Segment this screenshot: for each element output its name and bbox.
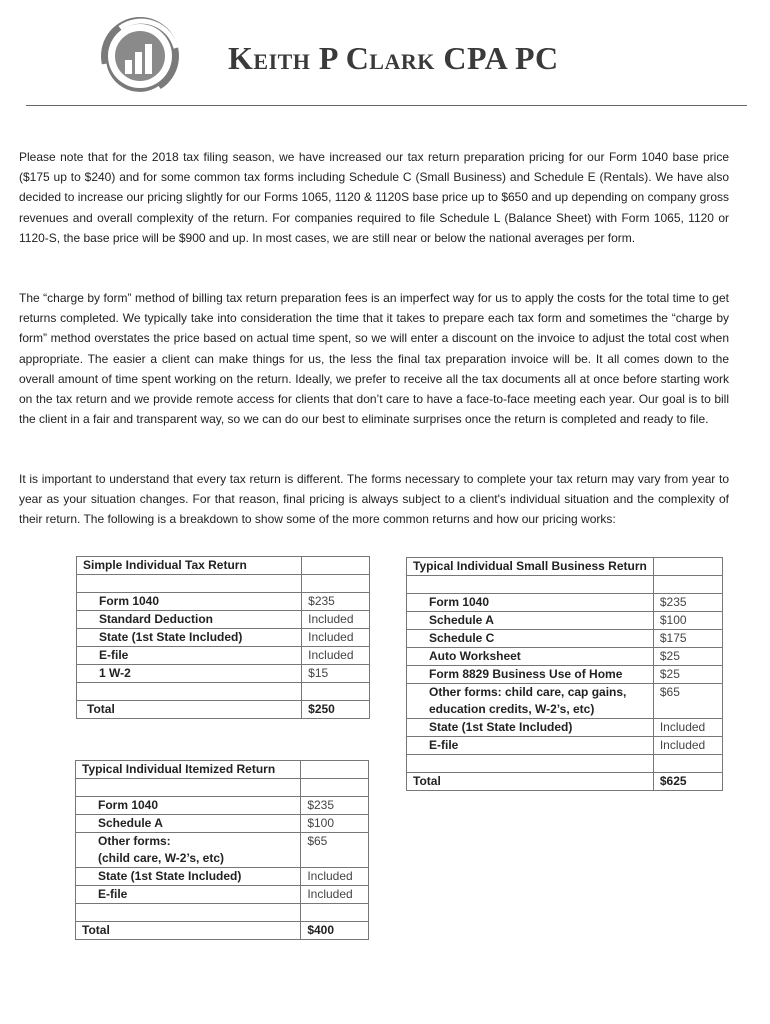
total-value: $625 (653, 773, 722, 791)
line-item-value: $65 (301, 833, 369, 868)
table-row (77, 557, 370, 575)
line-item-value: $235 (653, 594, 722, 612)
small-business-return-table (406, 557, 723, 791)
table-row (407, 558, 723, 576)
total-label: Total (76, 922, 301, 940)
line-item-value: $100 (653, 612, 722, 630)
line-item-label: Other forms: child care, cap gains, education credits, W-2’s, etc) (407, 684, 654, 719)
line-item-value: Included (301, 868, 369, 886)
line-item-label: State (1st State Included) (77, 629, 302, 647)
table-title: Typical Individual Small Business Return (407, 558, 654, 576)
table-row (407, 630, 723, 648)
table-row (76, 761, 369, 779)
table-row (77, 665, 370, 683)
line-item-value: $235 (302, 593, 370, 611)
pricing-paragraph-2: The “charge by form” method of billing tax return preparation fees is an imperfect way for us to apply the costs for the total time to get returns completed. We typically take into consideration the time that it takes to prepare each tax form and sometimes the “charge by form” method overstates the price based on actual time spent, so we will enter a discount on the invoice to adjust the total cost when appropriate. The easier a client can make things for us, the less the final tax preparation invoice will be. It all comes down to the overall amount of time spent working on the return. Ideally, we prefer to receive all the tax documents all at once before starting work on the tax return and we provide remote access for clients that don’t care to have a face-to-face meeting each year. Our goal is to bill the client in a fair and transparent way, so we can do our best to eliminate surprises once the return is completed and ready to file. (19, 291, 729, 427)
table-row (407, 719, 723, 737)
table-row (407, 594, 723, 612)
simple-return-table (76, 556, 370, 719)
line-item-value: Included (302, 611, 370, 629)
line-item-label: 1 W-2 (77, 665, 302, 683)
line-item-label: State (1st State Included) (407, 719, 654, 737)
table-row (76, 797, 369, 815)
table-row (76, 833, 369, 868)
line-item-value: $175 (653, 630, 722, 648)
table-row (407, 612, 723, 630)
line-item-label: E-file (77, 647, 302, 665)
line-item-label: Standard Deduction (77, 611, 302, 629)
line-item-label: Form 1040 (77, 593, 302, 611)
line-item-value: Included (653, 737, 722, 755)
line-item-value: Included (301, 886, 369, 904)
table-row (76, 815, 369, 833)
itemized-return-table (75, 760, 369, 940)
line-item-label: Auto Worksheet (407, 648, 654, 666)
line-item-value: Included (302, 647, 370, 665)
line-item-value: $25 (653, 666, 722, 684)
table-title: Typical Individual Itemized Return (76, 761, 301, 779)
line-item-value: Included (653, 719, 722, 737)
line-item-value: $15 (302, 665, 370, 683)
line-item-label: E-file (76, 886, 301, 904)
total-value: $400 (301, 922, 369, 940)
line-item-value: $65 (653, 684, 722, 719)
total-row (77, 701, 370, 719)
line-item-label: E-file (407, 737, 654, 755)
table-row (407, 737, 723, 755)
line-item-label: Form 1040 (76, 797, 301, 815)
table-title: Simple Individual Tax Return (77, 557, 302, 575)
pricing-paragraph-3: It is important to understand that every tax return is different. The forms necessary to complete your tax return may vary from year to year as your situation changes. For that reason, final pricing is always subject to a client's individual situation and the complexity of their return. The following is a breakdown to show some of the more common returns and how our pricing works: (19, 472, 729, 527)
table-row (407, 648, 723, 666)
total-value: $250 (302, 701, 370, 719)
table-row (77, 611, 370, 629)
line-item-label: Other forms: (child care, W-2’s, etc) (76, 833, 301, 868)
table-row (76, 886, 369, 904)
table-row (407, 666, 723, 684)
total-label: Total (77, 701, 302, 719)
line-item-label: Form 1040 (407, 594, 654, 612)
pricing-paragraph-1: Please note that for the 2018 tax filing season, we have increased our tax return preparation pricing for our Form 1040 base price ($175 up to $240) and for some common tax forms including Schedule C (Small Business) and Schedule E (Rentals). We have also decided to increase our pricing slightly for our Forms 1065, 1120 & 1120S base price up to $650 and up depending on company gross revenues and overall complexity of the return. For companies required to file Schedule L (Balance Sheet) with Form 1065, 1120 or 1120-S, the base price will be $900 and up. In most cases, we are still near or below the national averages per form. (19, 150, 729, 245)
total-row (407, 773, 723, 791)
total-label: Total (407, 773, 654, 791)
bar-chart-circle-logo-icon (98, 14, 182, 98)
line-item-label: State (1st State Included) (76, 868, 301, 886)
line-item-label: Schedule A (407, 612, 654, 630)
table-row (76, 868, 369, 886)
total-row (76, 922, 369, 940)
line-item-value: $25 (653, 648, 722, 666)
table-row (77, 647, 370, 665)
firm-name: Keith P Clark CPA PC (228, 40, 559, 76)
line-item-value: Included (302, 629, 370, 647)
line-item-label: Form 8829 Business Use of Home (407, 666, 654, 684)
table-row (77, 629, 370, 647)
line-item-value: $235 (301, 797, 369, 815)
header-divider (26, 105, 747, 106)
table-row (407, 684, 723, 719)
table-row (77, 593, 370, 611)
line-item-value: $100 (301, 815, 369, 833)
line-item-label: Schedule A (76, 815, 301, 833)
line-item-label: Schedule C (407, 630, 654, 648)
